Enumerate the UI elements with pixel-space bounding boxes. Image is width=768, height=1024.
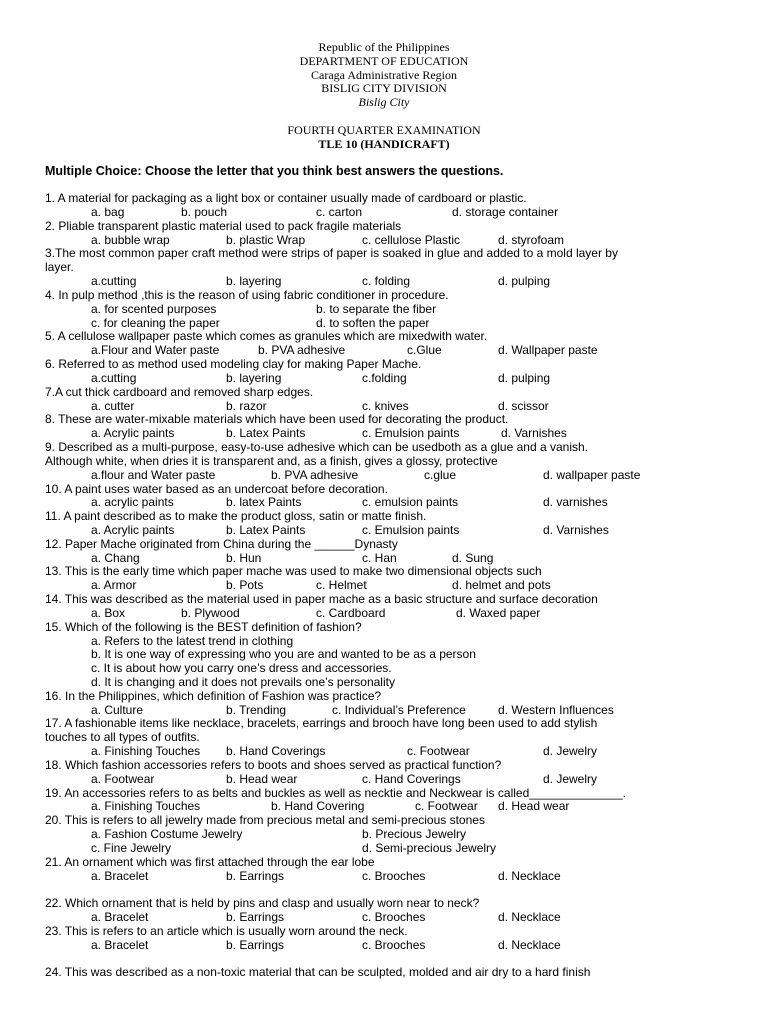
choice-option: c. cellulose Plastic bbox=[362, 233, 461, 247]
question-23: 23. This is refers to an article which is usually worn around the neck. bbox=[45, 924, 408, 938]
choice-option: a. Bracelet bbox=[91, 910, 149, 924]
choice-option: c. folding bbox=[362, 274, 411, 288]
question-7: 7.A cut thick cardboard and removed sharp edges. bbox=[45, 385, 314, 399]
choice-option: d. Wallpaper paste bbox=[498, 343, 598, 357]
choice-option: d. to soften the paper bbox=[316, 316, 430, 330]
choice-option: b. Hand Coverings bbox=[226, 744, 326, 758]
choice-option: c. Emulsion paints bbox=[362, 523, 460, 537]
question-17-cont: touches to all types of outfits. bbox=[45, 730, 200, 744]
exam-title: FOURTH QUARTER EXAMINATION bbox=[287, 123, 481, 137]
choice-option: b. Trending bbox=[226, 703, 287, 717]
choice-option: b. Earrings bbox=[226, 910, 285, 924]
choice-option: b. It is one way of expressing who you are and wanted to be as a person bbox=[91, 647, 476, 661]
question-14: 14. This was described as the material used in paper mache as a basic structure and surface decoration bbox=[45, 592, 598, 606]
choice-option: c. Footwear bbox=[407, 744, 470, 758]
choice-option: c. emulsion paints bbox=[362, 495, 459, 509]
choice-option: b. plastic Wrap bbox=[226, 233, 306, 247]
question-6: 6. Referred to as method used modeling clay for making Paper Mache. bbox=[45, 357, 422, 371]
choice-option: b. Latex Paints bbox=[226, 426, 306, 440]
choice-option: a. acrylic paints bbox=[91, 495, 174, 509]
instructions: Multiple Choice: Choose the letter that you think best answers the questions. bbox=[45, 164, 504, 178]
question-21: 21. An ornament which was first attached through the ear lobe bbox=[45, 855, 375, 869]
choice-option: b. Head wear bbox=[226, 772, 298, 786]
choice-option: d. Necklace bbox=[498, 869, 561, 883]
choice-option: a. Footwear bbox=[91, 772, 155, 786]
choice-option: a. Refers to the latest trend in clothing bbox=[91, 634, 294, 648]
choice-option: a.Flour and Water paste bbox=[91, 343, 220, 357]
choice-option: a. for scented purposes bbox=[91, 302, 217, 316]
choice-option: b. to separate the fiber bbox=[316, 302, 437, 316]
choice-option: a. Finishing Touches bbox=[91, 744, 201, 758]
question-9: 9. Described as a multi-purpose, easy-to-use adhesive which can be usedboth as a glue and a vanish. bbox=[45, 440, 588, 454]
choice-option: d. storage container bbox=[452, 205, 559, 219]
choice-option: c. carton bbox=[316, 205, 363, 219]
choice-option: c. Emulsion paints bbox=[362, 426, 460, 440]
choice-option: d. Necklace bbox=[498, 938, 561, 952]
question-10: 10. A paint uses water based as an undercoat before decoration. bbox=[45, 482, 388, 496]
choice-option: c. for cleaning the paper bbox=[91, 316, 220, 330]
choice-option: d. Sung bbox=[452, 551, 494, 565]
choice-option: d. It is changing and it does not prevails one’s personality bbox=[91, 675, 395, 689]
choice-option: c. It is about how you carry one’s dress and accessories. bbox=[91, 661, 392, 675]
question-13: 13. This is the early time which paper mache was used to make two dimensional objects such bbox=[45, 564, 542, 578]
choice-option: a. Fashion Costume Jewelry bbox=[91, 827, 243, 841]
question-5: 5. A cellulose wallpaper paste which comes as granules which are mixedwith water. bbox=[45, 329, 488, 343]
choice-option: b. layering bbox=[226, 274, 282, 288]
choice-option: d. Western Influences bbox=[498, 703, 614, 717]
choice-option: a. bubble wrap bbox=[91, 233, 170, 247]
question-19: 19. An accessories refers to as belts and buckles as well as necktie and Neckwear is called______________. bbox=[45, 786, 627, 800]
question-22: 22. Which ornament that is held by pins and clasp and usually worn near to neck? bbox=[45, 896, 480, 910]
question-1: 1. A material for packaging as a light box or container usually made of cardboard or plastic. bbox=[45, 191, 527, 205]
choice-option: d. Jewelry bbox=[543, 772, 598, 786]
choice-option: a.cutting bbox=[91, 371, 137, 385]
choice-option: c. Brooches bbox=[362, 910, 426, 924]
choice-option: c.Glue bbox=[407, 343, 442, 357]
question-18: 18. Which fashion accessories refers to boots and shoes served as practical function? bbox=[45, 758, 502, 772]
choice-option: b. pouch bbox=[181, 205, 228, 219]
choice-option: b. Earrings bbox=[226, 938, 285, 952]
choice-option: b. PVA adhesive bbox=[258, 343, 346, 357]
choice-option: a.flour and Water paste bbox=[91, 468, 216, 482]
question-3: 3.The most common paper craft method were strips of paper is soaked in glue and added to a mold layer by bbox=[45, 246, 618, 260]
choice-option: c. Fine Jewelry bbox=[91, 841, 172, 855]
choice-option: a. Box bbox=[91, 606, 126, 620]
choice-option: a. Chang bbox=[91, 551, 140, 565]
choice-option: a. Bracelet bbox=[91, 938, 149, 952]
choice-option: d. pulping bbox=[498, 274, 551, 288]
header-republic: Republic of the Philippines bbox=[318, 40, 450, 54]
choice-option: d. pulping bbox=[498, 371, 551, 385]
choice-option: d. Head wear bbox=[498, 799, 570, 813]
choice-option: b. Plywood bbox=[181, 606, 240, 620]
choice-option: c. Helmet bbox=[316, 578, 367, 592]
choice-option: b. Precious Jewelry bbox=[362, 827, 467, 841]
choice-option: b. Latex Paints bbox=[226, 523, 306, 537]
choice-option: a. Acrylic paints bbox=[91, 523, 175, 537]
choice-option: b. Earrings bbox=[226, 869, 285, 883]
choice-option: a. Culture bbox=[91, 703, 144, 717]
question-9-cont: Although white, when dries it is transparent and, as a finish, gives a glossy, protective bbox=[45, 454, 498, 468]
choice-option: c.glue bbox=[424, 468, 457, 482]
choice-option: d. Semi-precious Jewelry bbox=[362, 841, 497, 855]
question-16: 16. In the Philippines, which definition of Fashion was practice? bbox=[45, 689, 382, 703]
choice-option: a. Finishing Touches bbox=[91, 799, 201, 813]
choice-option: d. Jewelry bbox=[543, 744, 598, 758]
choice-option: b. PVA adhesive bbox=[271, 468, 359, 482]
question-24: 24. This was described as a non-toxic material that can be sculpted, molded and air dry to a hard finish bbox=[45, 965, 591, 979]
choice-option: a.cutting bbox=[91, 274, 137, 288]
choice-option: d. Necklace bbox=[498, 910, 561, 924]
header-department: DEPARTMENT OF EDUCATION bbox=[299, 54, 469, 68]
choice-option: d. styrofoam bbox=[498, 233, 565, 247]
choice-option: d. scissor bbox=[498, 399, 549, 413]
choice-option: b. layering bbox=[226, 371, 282, 385]
header-city: Bislig City bbox=[358, 95, 410, 109]
question-20: 20. This is refers to all jewelry made from precious metal and semi-precious stones bbox=[45, 813, 485, 827]
header-region: Caraga Administrative Region bbox=[311, 68, 457, 82]
header-division: BISLIG CITY DIVISION bbox=[321, 81, 447, 95]
question-3-cont: layer. bbox=[45, 260, 74, 274]
choice-option: c. Footwear bbox=[415, 799, 478, 813]
choice-option: a. Acrylic paints bbox=[91, 426, 175, 440]
question-17: 17. A fashionable items like necklace, bracelets, earrings and brooch have long been used to add stylish bbox=[45, 716, 598, 730]
choice-option: d. helmet and pots bbox=[452, 578, 551, 592]
choice-option: c.folding bbox=[362, 371, 407, 385]
choice-option: c. Individual’s Preference bbox=[332, 703, 466, 717]
question-11: 11. A paint described as to make the product gloss, satin or matte finish. bbox=[45, 509, 427, 523]
question-8: 8. These are water-mixable materials which have been used for decorating the product. bbox=[45, 412, 509, 426]
choice-option: d. wallpaper paste bbox=[543, 468, 641, 482]
choice-option: a. Bracelet bbox=[91, 869, 149, 883]
choice-option: c. Brooches bbox=[362, 869, 426, 883]
choice-option: b. latex Paints bbox=[226, 495, 302, 509]
choice-option: c. Hand Coverings bbox=[362, 772, 461, 786]
choice-option: d. Varnishes bbox=[543, 523, 609, 537]
question-2: 2. Pliable transparent plastic material used to pack fragile materials bbox=[45, 219, 402, 233]
choice-option: d. varnishes bbox=[543, 495, 608, 509]
choice-option: b. Hun bbox=[226, 551, 262, 565]
choice-option: c. Brooches bbox=[362, 938, 426, 952]
choice-option: a. cutter bbox=[91, 399, 135, 413]
choice-option: c. knives bbox=[362, 399, 409, 413]
choice-option: b. Hand Covering bbox=[271, 799, 365, 813]
choice-option: c. Cardboard bbox=[316, 606, 386, 620]
question-4: 4. In pulp method ,this is the reason of using fabric conditioner in procedure. bbox=[45, 288, 449, 302]
choice-option: d. Varnishes bbox=[501, 426, 567, 440]
choice-option: b. Pots bbox=[226, 578, 264, 592]
question-12: 12. Paper Mache originated from China during the ______Dynasty bbox=[45, 537, 398, 551]
choice-option: c. Han bbox=[362, 551, 397, 565]
choice-option: a. bag bbox=[91, 205, 125, 219]
exam-subject: TLE 10 (HANDICRAFT) bbox=[318, 137, 450, 151]
choice-option: a. Armor bbox=[91, 578, 137, 592]
choice-option: b. razor bbox=[226, 399, 267, 413]
question-15: 15. Which of the following is the BEST definition of fashion? bbox=[45, 620, 362, 634]
choice-option: d. Waxed paper bbox=[456, 606, 541, 620]
